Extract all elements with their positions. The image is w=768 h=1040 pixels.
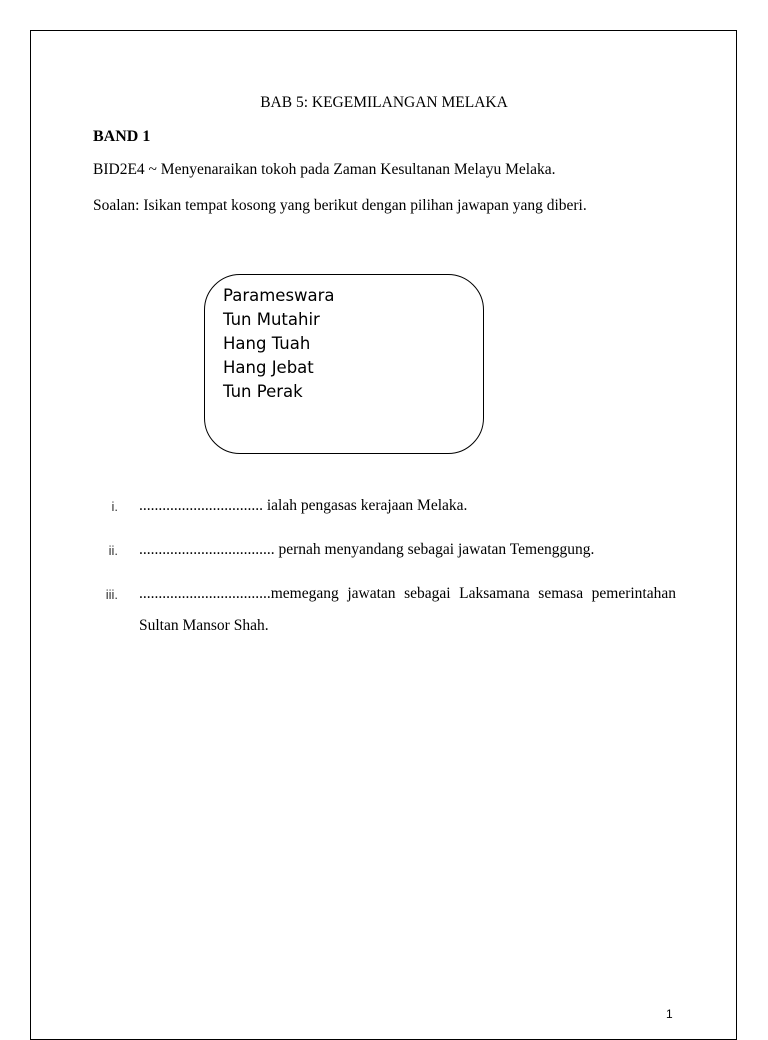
answer-choices-list bbox=[223, 284, 335, 404]
question-instruction: Soalan: Isikan tempat kosong yang berikut dengan pilihan jawapan yang diberi. bbox=[93, 197, 587, 214]
question-text: ................................ ialah pengasas kerajaan Melaka. bbox=[139, 497, 468, 514]
answer-choice: Tun Mutahir bbox=[223, 310, 320, 329]
question-number: ii. bbox=[108, 543, 118, 558]
band-heading: BAND 1 bbox=[93, 128, 151, 145]
question-number: i. bbox=[111, 499, 118, 514]
learning-objective: BID2E4 ~ Menyenaraikan tokoh pada Zaman Kesultanan Melayu Melaka. bbox=[93, 161, 556, 178]
answer-choice: Tun Perak bbox=[223, 382, 303, 401]
question-text: ................................... pernah menyandang sebagai jawatan Temenggung. bbox=[139, 541, 595, 558]
answer-choice: Hang Tuah bbox=[223, 334, 311, 353]
page-number: 1 bbox=[666, 1007, 673, 1021]
question-number: iii. bbox=[105, 587, 118, 602]
answer-choice: Parameswara bbox=[223, 286, 335, 305]
chapter-title: BAB 5: KEGEMILANGAN MELAKA bbox=[260, 94, 508, 111]
answer-choice: Hang Jebat bbox=[223, 358, 314, 377]
question-text: ..................................memegang jawatan sebagai Laksamana semasa pemerintahan Sultan Mansor Shah. bbox=[139, 585, 676, 634]
